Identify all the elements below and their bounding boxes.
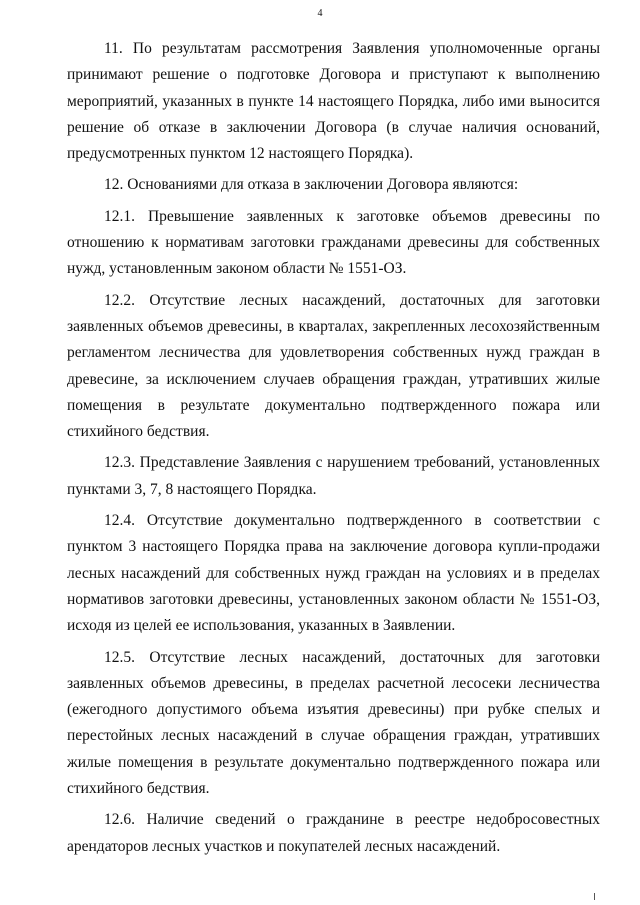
- page-number: 4: [317, 8, 323, 19]
- document-body: [67, 36, 600, 865]
- paragraph-11: 11. По результатам рассмотрения Заявления уполномоченные органы принимают решение о подготовке Договора и приступают к выполнению мероприятий, указанных в пункте 14 настоящего Порядка, либо ими выносится решение об отказе в заключении Договора (в случае наличия оснований, предусмотренных пунктом 12 настоящего Порядка).: [67, 40, 600, 163]
- paragraph-12-1: 12.1. Превышение заявленных к заготовке объемов древесины по отношению к нормативам заготовки гражданами древесины для собственных нужд, установленным законом области № 1551-ОЗ.: [67, 207, 600, 278]
- scan-edge-mark: [594, 893, 595, 900]
- paragraph-12-6: 12.6. Наличие сведений о гражданине в реестре недобросовестных арендаторов лесных участков и покупателей лесных насаждений.: [67, 811, 600, 855]
- paragraph-12-4: 12.4. Отсутствие документально подтвержденного в соответствии с пунктом 3 настоящего Порядка права на заключение договора купли-продажи лесных насаждений для собственных нужд граждан на условиях и в пределах нормативов заготовки древесины, установленных законом области № 1551-ОЗ, исходя из целей ее использования, указанных в Заявлении.: [67, 512, 600, 635]
- paragraph-12-2: 12.2. Отсутствие лесных насаждений, достаточных для заготовки заявленных объемов древесины, в кварталах, закрепленных лесохозяйственным регламентом лесничества для удовлетворения собственных нужд граждан в древесине, за исключением случаев обращения граждан, утративших жилые помещения в результате документально подтвержденного пожара или стихийного бедствия.: [67, 291, 600, 441]
- paragraph-12-3: 12.3. Представление Заявления с нарушением требований, установленных пунктами 3, 7, 8 настоящего Порядка.: [67, 454, 600, 498]
- paragraph-12-5: 12.5. Отсутствие лесных насаждений, достаточных для заготовки заявленных объемов древесины, в пределах расчетной лесосеки лесничества (ежегодного допустимого объема изъятия древесины) при рубке спелых и перестойных лесных насаждений в случае обращения граждан, утративших жилые помещения в результате документально подтвержденного пожара или стихийного бедствия.: [67, 648, 600, 798]
- paragraph-12: 12. Основаниями для отказа в заключении Договора являются:: [104, 176, 519, 194]
